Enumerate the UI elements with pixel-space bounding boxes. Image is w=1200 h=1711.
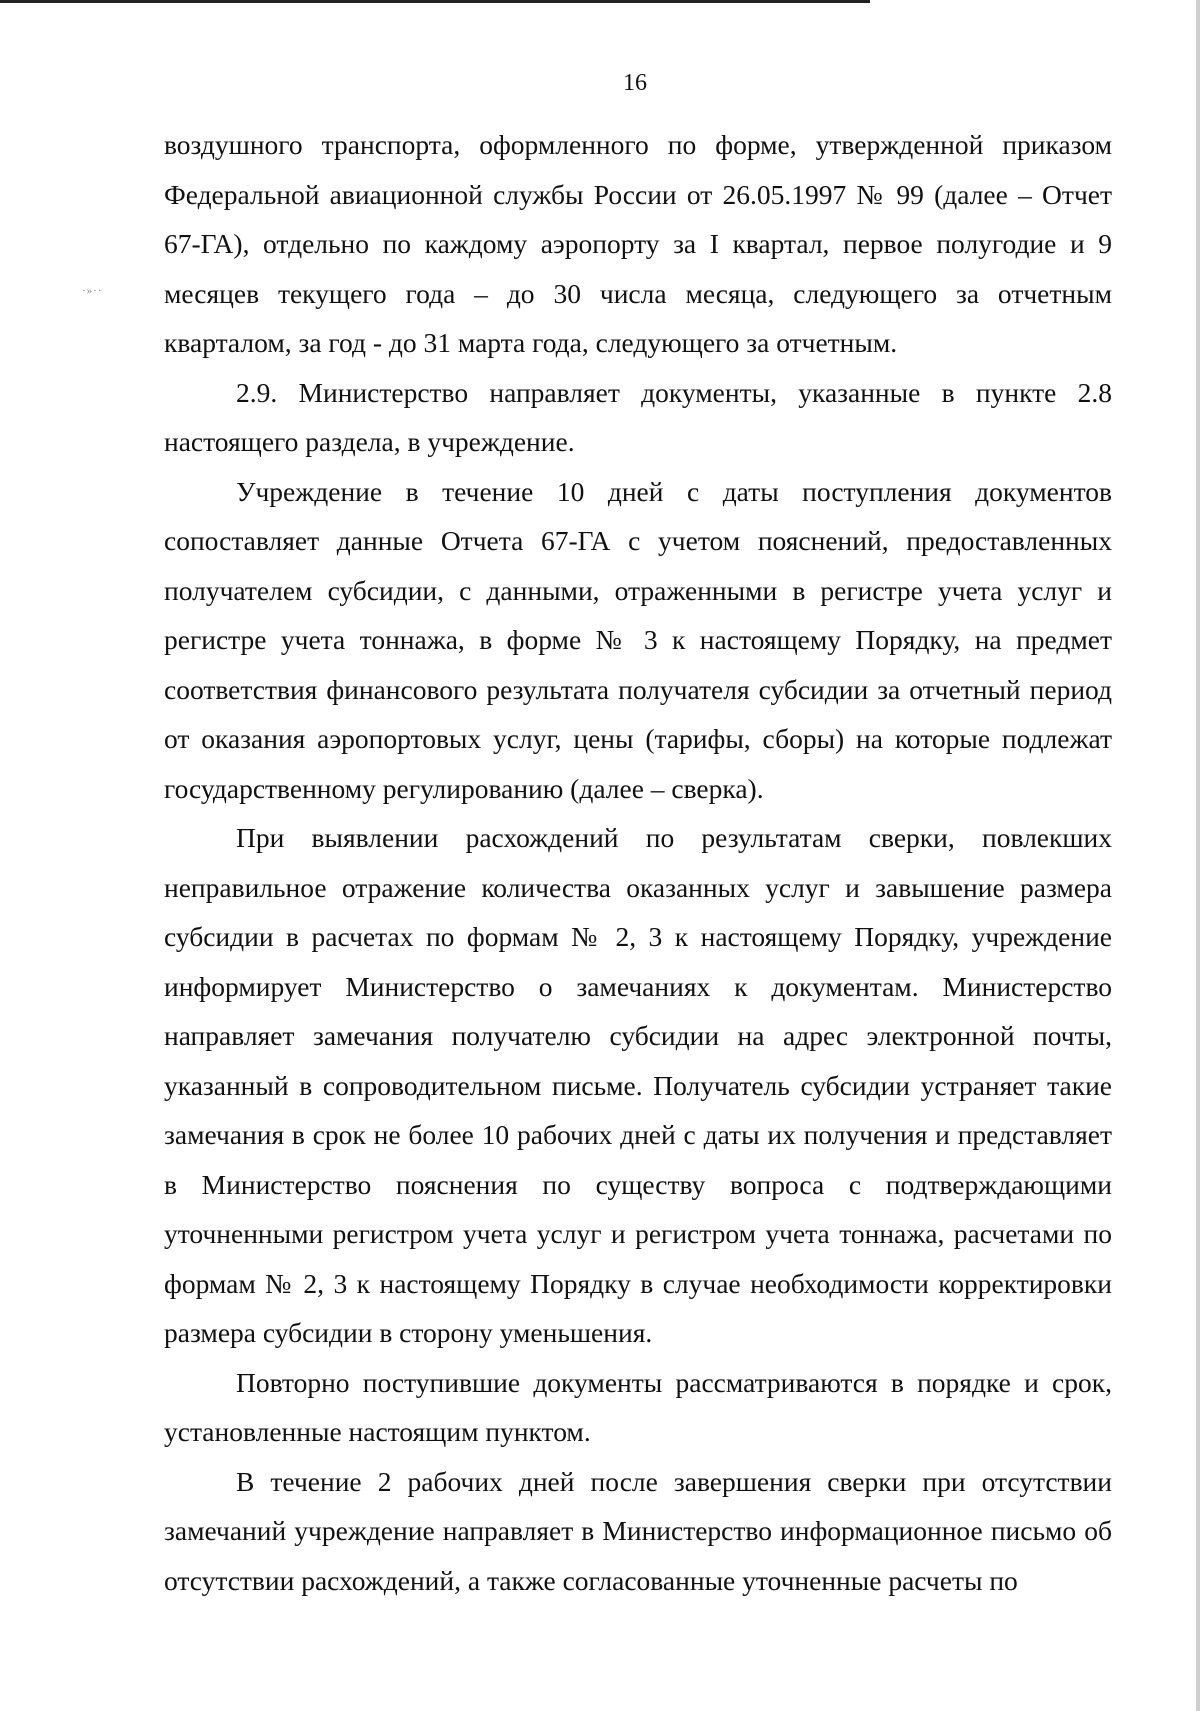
paragraph-completion: В течение 2 рабочих дней после завершения сверки при отсутствии замечаний учреждение направляет в Министерство информационное письмо об отсутствии расхождений, а также согласованные уточненные расчеты по — [164, 1465, 1112, 1596]
scan-right-edge — [1196, 0, 1200, 1711]
paragraph-resubmission: Повторно поступившие документы рассматриваются в порядке и срок, установленные настоящим пунктом. — [164, 1366, 1112, 1447]
scan-top-edge — [0, 0, 870, 3]
document-body — [164, 120, 1112, 1605]
scan-artifact: ·»·· — [82, 285, 103, 297]
paragraph-discrepancies: При выявлении расхождений по результатам сверки, повлекших неправильное отражение количества оказанных услуг и завышение размера субсидии в расчетах по формам № 2, 3 к настоящему Порядку, учреждение информирует Министерство о замечаниях к документам. Министерство направляет замечания получателю субсидии на адрес электронной почты, указанный в сопроводительном письме. Получатель субсидии устраняет такие замечания в срок не более 10 рабочих дней с даты их получения и представляет в Министерство пояснения по существу вопроса с подтверждающими уточненными регистром учета услуг и регистром учета тоннажа, расчетами по формам № 2, 3 к настоящему Порядку в случае необходимости корректировки размера субсидии в сторону уменьшения. — [164, 822, 1112, 1348]
paragraph-reconciliation: Учреждение в течение 10 дней с даты поступления документов сопоставляет данные Отчета 67-ГА с учетом пояснений, предоставленных получателем субсидии, с данными, отраженными в регистре учета услуг и регистре учета тоннажа, в форме № 3 к настоящему Порядку, на предмет соответствия финансового результата получателя субсидии за отчетный период от оказания аэропортовых услуг, цены (тарифы, сборы) на которые подлежат государственному регулированию (далее – сверка). — [164, 475, 1112, 804]
paragraph-2-9: 2.9. Министерство направляет документы, указанные в пункте 2.8 настоящего раздела, в учреждение. — [164, 376, 1112, 457]
page-number: 16 — [623, 70, 647, 96]
paragraph-continuation: воздушного транспорта, оформленного по форме, утвержденной приказом Федеральной авиационной службы России от 26.05.1997 № 99 (далее – Отчет 67-ГА), отдельно по каждому аэропорту за I квартал, первое полугодие и 9 месяцев текущего года – до 30 числа месяца, следующего за отчетным кварталом, за год - до 31 марта года, следующего за отчетным. — [164, 129, 1112, 358]
